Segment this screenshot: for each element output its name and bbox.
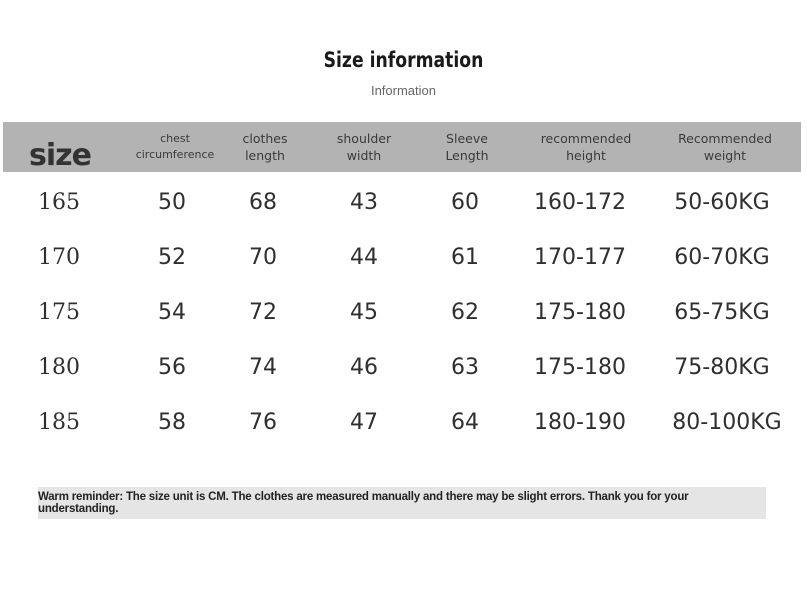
cell-length: 72 <box>249 300 277 325</box>
table-row <box>0 183 807 223</box>
cell-height: 170-177 <box>534 245 626 270</box>
cell-chest: 50 <box>158 190 186 215</box>
table-row <box>0 238 807 278</box>
cell-sleeve: 62 <box>451 300 479 325</box>
cell-weight: 65-75KG <box>674 300 770 325</box>
header-height <box>519 122 653 172</box>
page-subtitle: Information <box>370 83 437 98</box>
cell-shoulder: 44 <box>350 245 378 270</box>
header-weight <box>657 122 793 172</box>
header-length-line1: clothes <box>242 131 288 146</box>
cell-size: 170 <box>38 245 80 270</box>
cell-sleeve: 61 <box>451 245 479 270</box>
cell-size: 165 <box>38 190 80 215</box>
header-sleeve-line2: Length <box>445 148 489 163</box>
cell-chest: 56 <box>158 355 186 380</box>
cell-height: 180-190 <box>534 410 626 435</box>
header-chest-line2: circumference <box>135 148 215 161</box>
header-height-label: recommended height <box>540 131 632 163</box>
cell-chest: 52 <box>158 245 186 270</box>
cell-shoulder: 43 <box>350 190 378 215</box>
cell-length: 76 <box>249 410 277 435</box>
header-shoulder <box>319 122 409 172</box>
header-weight-label: Recommended weight <box>678 131 772 163</box>
table-header <box>3 122 801 172</box>
cell-shoulder: 47 <box>350 410 378 435</box>
page-title: Size information <box>323 48 484 72</box>
cell-height: 175-180 <box>534 300 626 325</box>
cell-size: 185 <box>38 410 80 435</box>
header-shoulder-line1: shoulder <box>336 131 392 146</box>
header-length <box>220 122 310 172</box>
warm-reminder-banner <box>38 487 766 519</box>
cell-length: 70 <box>249 245 277 270</box>
table-row <box>0 293 807 333</box>
header-shoulder-line2: width <box>346 148 382 163</box>
cell-shoulder: 45 <box>350 300 378 325</box>
cell-weight: 80-100KG <box>672 410 782 435</box>
cell-length: 68 <box>249 190 277 215</box>
cell-sleeve: 60 <box>451 190 479 215</box>
cell-height: 175-180 <box>534 355 626 380</box>
cell-height: 160-172 <box>534 190 626 215</box>
cell-chest: 58 <box>158 410 186 435</box>
cell-length: 74 <box>249 355 277 380</box>
header-sleeve-line1: Sleeve <box>446 131 488 146</box>
header-sleeve <box>422 122 512 172</box>
cell-chest: 54 <box>158 300 186 325</box>
cell-sleeve: 63 <box>451 355 479 380</box>
cell-weight: 60-70KG <box>674 245 770 270</box>
header-size-label: size <box>29 137 91 173</box>
header-length-line2: length <box>245 148 285 163</box>
cell-size: 175 <box>38 300 80 325</box>
warm-reminder-text: Warm reminder: The size unit is CM. The clothes are measured manually and there may be slight errors. Thank you for your understanding. <box>38 491 689 515</box>
header-size <box>20 122 100 180</box>
cell-weight: 50-60KG <box>674 190 770 215</box>
table-row <box>0 403 807 443</box>
cell-size: 180 <box>38 355 80 380</box>
table-row <box>0 348 807 388</box>
header-chest-line1: chest <box>160 132 190 145</box>
header-chest <box>125 122 225 172</box>
cell-shoulder: 46 <box>350 355 378 380</box>
cell-sleeve: 64 <box>451 410 479 435</box>
cell-weight: 75-80KG <box>674 355 770 380</box>
